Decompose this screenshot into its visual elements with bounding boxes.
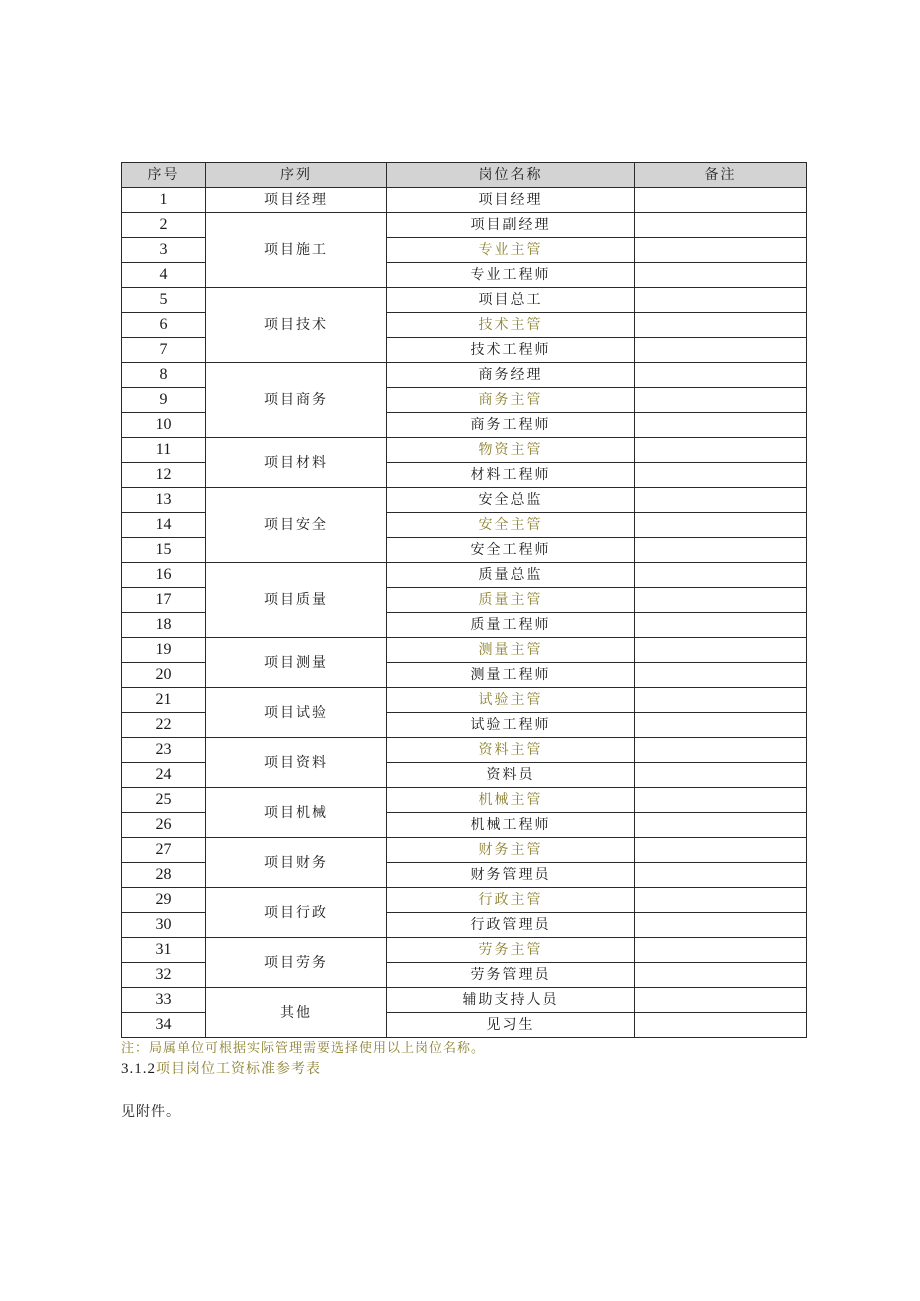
sequence-cell: 项目劳务 bbox=[206, 938, 387, 988]
remarks-cell bbox=[635, 713, 807, 738]
position-name-cell: 机械工程师 bbox=[387, 813, 635, 838]
header-position-name: 岗位名称 bbox=[387, 163, 635, 188]
remarks-cell bbox=[635, 863, 807, 888]
serial-cell: 11 bbox=[122, 438, 206, 463]
serial-cell: 14 bbox=[122, 513, 206, 538]
position-name-cell: 技术主管 bbox=[387, 313, 635, 338]
table-row bbox=[122, 363, 807, 388]
serial-cell: 24 bbox=[122, 763, 206, 788]
table-row bbox=[122, 838, 807, 863]
serial-cell: 8 bbox=[122, 363, 206, 388]
position-name-cell: 劳务管理员 bbox=[387, 963, 635, 988]
table-row bbox=[122, 888, 807, 913]
sequence-cell: 项目技术 bbox=[206, 288, 387, 363]
table-row bbox=[122, 788, 807, 813]
position-name-cell: 材料工程师 bbox=[387, 463, 635, 488]
positions-table bbox=[121, 162, 807, 1038]
remarks-cell bbox=[635, 563, 807, 588]
serial-cell: 30 bbox=[122, 913, 206, 938]
serial-cell: 25 bbox=[122, 788, 206, 813]
serial-cell: 18 bbox=[122, 613, 206, 638]
position-name-cell: 劳务主管 bbox=[387, 938, 635, 963]
remarks-cell bbox=[635, 888, 807, 913]
table-footnote: 注：局属单位可根据实际管理需要选择使用以上岗位名称。 bbox=[121, 1041, 486, 1056]
remarks-cell bbox=[635, 663, 807, 688]
position-name-cell: 行政管理员 bbox=[387, 913, 635, 938]
serial-cell: 13 bbox=[122, 488, 206, 513]
position-name-cell: 商务经理 bbox=[387, 363, 635, 388]
sequence-cell: 项目资料 bbox=[206, 738, 387, 788]
position-name-cell: 专业工程师 bbox=[387, 263, 635, 288]
remarks-cell bbox=[635, 1013, 807, 1038]
serial-cell: 23 bbox=[122, 738, 206, 763]
remarks-cell bbox=[635, 488, 807, 513]
remarks-cell bbox=[635, 188, 807, 213]
table-row bbox=[122, 738, 807, 763]
position-name-cell: 安全总监 bbox=[387, 488, 635, 513]
remarks-cell bbox=[635, 438, 807, 463]
remarks-cell bbox=[635, 513, 807, 538]
table-row bbox=[122, 638, 807, 663]
position-name-cell: 试验工程师 bbox=[387, 713, 635, 738]
remarks-cell bbox=[635, 413, 807, 438]
position-name-cell: 测量主管 bbox=[387, 638, 635, 663]
table-row bbox=[122, 488, 807, 513]
remarks-cell bbox=[635, 588, 807, 613]
position-name-cell: 安全工程师 bbox=[387, 538, 635, 563]
position-name-cell: 质量总监 bbox=[387, 563, 635, 588]
position-name-cell: 试验主管 bbox=[387, 688, 635, 713]
remarks-cell bbox=[635, 288, 807, 313]
section-number: 3.1.2 bbox=[121, 1061, 156, 1077]
table-row bbox=[122, 938, 807, 963]
position-name-cell: 财务主管 bbox=[387, 838, 635, 863]
serial-cell: 27 bbox=[122, 838, 206, 863]
remarks-cell bbox=[635, 388, 807, 413]
sequence-cell: 项目安全 bbox=[206, 488, 387, 563]
position-name-cell: 项目经理 bbox=[387, 188, 635, 213]
serial-cell: 9 bbox=[122, 388, 206, 413]
sequence-cell: 项目施工 bbox=[206, 213, 387, 288]
section-title: 项目岗位工资标准参考表 bbox=[156, 1061, 321, 1077]
remarks-cell bbox=[635, 363, 807, 388]
serial-cell: 7 bbox=[122, 338, 206, 363]
serial-cell: 6 bbox=[122, 313, 206, 338]
serial-cell: 32 bbox=[122, 963, 206, 988]
serial-cell: 1 bbox=[122, 188, 206, 213]
remarks-cell bbox=[635, 838, 807, 863]
sequence-cell: 项目经理 bbox=[206, 188, 387, 213]
sequence-cell: 项目财务 bbox=[206, 838, 387, 888]
position-name-cell: 质量工程师 bbox=[387, 613, 635, 638]
remarks-cell bbox=[635, 338, 807, 363]
sequence-cell: 项目行政 bbox=[206, 888, 387, 938]
sequence-cell: 其他 bbox=[206, 988, 387, 1038]
remarks-cell bbox=[635, 638, 807, 663]
position-name-cell: 商务工程师 bbox=[387, 413, 635, 438]
serial-cell: 17 bbox=[122, 588, 206, 613]
sequence-cell: 项目试验 bbox=[206, 688, 387, 738]
body-text: 见附件。 bbox=[121, 1104, 181, 1120]
remarks-cell bbox=[635, 788, 807, 813]
serial-cell: 12 bbox=[122, 463, 206, 488]
table-row bbox=[122, 288, 807, 313]
header-row bbox=[122, 163, 807, 188]
remarks-cell bbox=[635, 313, 807, 338]
position-name-cell: 机械主管 bbox=[387, 788, 635, 813]
serial-cell: 3 bbox=[122, 238, 206, 263]
position-name-cell: 测量工程师 bbox=[387, 663, 635, 688]
serial-cell: 2 bbox=[122, 213, 206, 238]
remarks-cell bbox=[635, 613, 807, 638]
sequence-cell: 项目机械 bbox=[206, 788, 387, 838]
serial-cell: 15 bbox=[122, 538, 206, 563]
remarks-cell bbox=[635, 538, 807, 563]
position-name-cell: 物资主管 bbox=[387, 438, 635, 463]
position-name-cell: 商务主管 bbox=[387, 388, 635, 413]
remarks-cell bbox=[635, 913, 807, 938]
remarks-cell bbox=[635, 238, 807, 263]
header-remarks: 备注 bbox=[635, 163, 807, 188]
section-heading bbox=[121, 1058, 321, 1078]
remarks-cell bbox=[635, 963, 807, 988]
position-name-cell: 财务管理员 bbox=[387, 863, 635, 888]
remarks-cell bbox=[635, 763, 807, 788]
sequence-cell: 项目测量 bbox=[206, 638, 387, 688]
header-sequence: 序列 bbox=[206, 163, 387, 188]
remarks-cell bbox=[635, 738, 807, 763]
serial-cell: 31 bbox=[122, 938, 206, 963]
remarks-cell bbox=[635, 688, 807, 713]
serial-cell: 10 bbox=[122, 413, 206, 438]
remarks-cell bbox=[635, 463, 807, 488]
position-name-cell: 见习生 bbox=[387, 1013, 635, 1038]
table-row bbox=[122, 213, 807, 238]
sequence-cell: 项目材料 bbox=[206, 438, 387, 488]
position-name-cell: 专业主管 bbox=[387, 238, 635, 263]
position-name-cell: 辅助支持人员 bbox=[387, 988, 635, 1013]
table-body bbox=[122, 188, 807, 1038]
serial-cell: 21 bbox=[122, 688, 206, 713]
serial-cell: 28 bbox=[122, 863, 206, 888]
serial-cell: 33 bbox=[122, 988, 206, 1013]
table-row bbox=[122, 988, 807, 1013]
position-name-cell: 资料员 bbox=[387, 763, 635, 788]
table-row bbox=[122, 688, 807, 713]
table-row bbox=[122, 188, 807, 213]
position-name-cell: 项目副经理 bbox=[387, 213, 635, 238]
position-name-cell: 安全主管 bbox=[387, 513, 635, 538]
remarks-cell bbox=[635, 988, 807, 1013]
serial-cell: 22 bbox=[122, 713, 206, 738]
remarks-cell bbox=[635, 263, 807, 288]
position-name-cell: 质量主管 bbox=[387, 588, 635, 613]
serial-cell: 16 bbox=[122, 563, 206, 588]
remarks-cell bbox=[635, 213, 807, 238]
serial-cell: 34 bbox=[122, 1013, 206, 1038]
remarks-cell bbox=[635, 938, 807, 963]
sequence-cell: 项目质量 bbox=[206, 563, 387, 638]
table-row bbox=[122, 438, 807, 463]
serial-cell: 4 bbox=[122, 263, 206, 288]
serial-cell: 5 bbox=[122, 288, 206, 313]
serial-cell: 29 bbox=[122, 888, 206, 913]
position-name-cell: 项目总工 bbox=[387, 288, 635, 313]
remarks-cell bbox=[635, 813, 807, 838]
serial-cell: 26 bbox=[122, 813, 206, 838]
position-name-cell: 资料主管 bbox=[387, 738, 635, 763]
table-header bbox=[122, 163, 807, 188]
position-name-cell: 技术工程师 bbox=[387, 338, 635, 363]
position-name-cell: 行政主管 bbox=[387, 888, 635, 913]
serial-cell: 20 bbox=[122, 663, 206, 688]
sequence-cell: 项目商务 bbox=[206, 363, 387, 438]
table-row bbox=[122, 563, 807, 588]
serial-cell: 19 bbox=[122, 638, 206, 663]
header-serial: 序号 bbox=[122, 163, 206, 188]
